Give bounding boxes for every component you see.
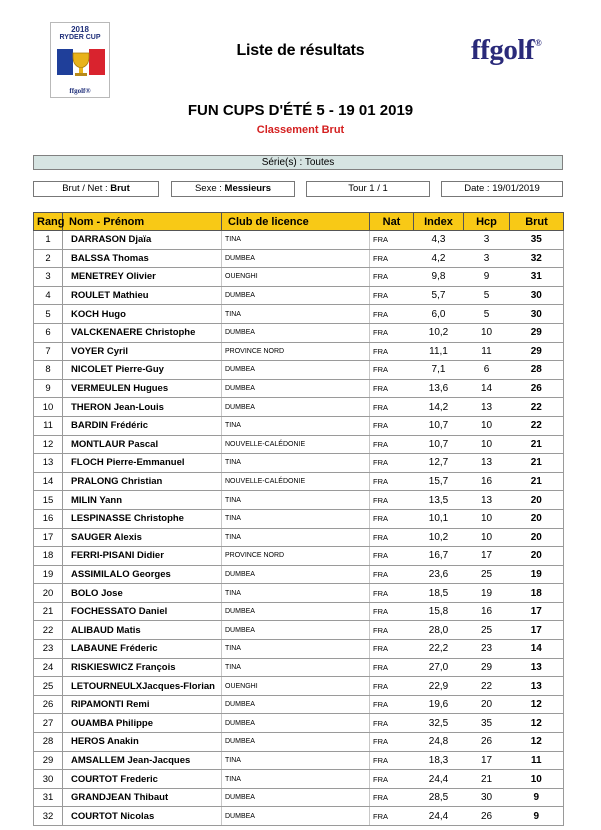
player-name-cell: MILIN Yann: [63, 491, 222, 510]
player-name-cell: VOYER Cyril: [63, 342, 222, 361]
club-cell: TINA: [222, 305, 370, 324]
rank-cell: 29: [34, 751, 63, 770]
table-row: [34, 416, 564, 435]
nationality-cell: FRA: [370, 547, 414, 566]
nationality-cell: FRA: [370, 677, 414, 696]
index-cell: 10,7: [414, 435, 464, 454]
results-table: [33, 212, 564, 826]
rank-cell: 25: [34, 677, 63, 696]
club-cell: TINA: [222, 770, 370, 789]
rank-cell: 18: [34, 547, 63, 566]
ryder-cup-logo: [50, 22, 110, 98]
index-cell: 10,1: [414, 509, 464, 528]
handicap-cell: 11: [464, 342, 510, 361]
player-name-cell: RISKIESWICZ François: [63, 658, 222, 677]
rank-cell: 16: [34, 509, 63, 528]
table-row: [34, 323, 564, 342]
club-cell: TINA: [222, 231, 370, 250]
handicap-cell: 14: [464, 379, 510, 398]
index-cell: 13,5: [414, 491, 464, 510]
handicap-cell: 10: [464, 323, 510, 342]
col-header-brut: Brut: [510, 213, 564, 231]
ffgolf-brand: ffgolf: [471, 34, 535, 66]
nationality-cell: FRA: [370, 268, 414, 287]
club-cell: DUMBEA: [222, 733, 370, 752]
brut-score-cell: 20: [510, 491, 564, 510]
player-name-cell: FERRI-PISANI Didier: [63, 547, 222, 566]
index-cell: 28,0: [414, 621, 464, 640]
table-row: [34, 733, 564, 752]
logo-year: 2018: [71, 25, 89, 34]
brut-score-cell: 29: [510, 323, 564, 342]
table-row: [34, 621, 564, 640]
brut-net-box: [33, 181, 159, 197]
brut-score-cell: 22: [510, 416, 564, 435]
brut-net-label: Brut / Net :: [62, 183, 108, 194]
nationality-cell: FRA: [370, 751, 414, 770]
club-cell: TINA: [222, 528, 370, 547]
nationality-cell: FRA: [370, 454, 414, 473]
rank-cell: 8: [34, 361, 63, 380]
rank-cell: 23: [34, 640, 63, 659]
rank-cell: 3: [34, 268, 63, 287]
nationality-cell: FRA: [370, 416, 414, 435]
nationality-cell: FRA: [370, 658, 414, 677]
handicap-cell: 30: [464, 788, 510, 807]
col-header-rang: Rang: [34, 213, 63, 231]
handicap-cell: 17: [464, 547, 510, 566]
nationality-cell: FRA: [370, 509, 414, 528]
player-name-cell: LESPINASSE Christophe: [63, 509, 222, 528]
series-bar: Série(s) : Toutes: [33, 155, 563, 170]
club-cell: OUENGHI: [222, 677, 370, 696]
index-cell: 12,7: [414, 454, 464, 473]
brut-score-cell: 12: [510, 714, 564, 733]
index-cell: 4,2: [414, 249, 464, 268]
nationality-cell: FRA: [370, 640, 414, 659]
index-cell: 24,4: [414, 770, 464, 789]
sexe-value: Messieurs: [224, 183, 272, 194]
index-cell: 10,2: [414, 528, 464, 547]
player-name-cell: VERMEULEN Hugues: [63, 379, 222, 398]
player-name-cell: PRALONG Christian: [63, 472, 222, 491]
player-name-cell: GRANDJEAN Thibaut: [63, 788, 222, 807]
brut-score-cell: 12: [510, 695, 564, 714]
club-cell: DUMBEA: [222, 398, 370, 417]
player-name-cell: RIPAMONTI Remi: [63, 695, 222, 714]
brut-score-cell: 20: [510, 509, 564, 528]
nationality-cell: FRA: [370, 602, 414, 621]
brut-net-value: Brut: [110, 183, 130, 194]
player-name-cell: THERON Jean-Louis: [63, 398, 222, 417]
index-cell: 16,7: [414, 547, 464, 566]
sexe-box: [171, 181, 295, 197]
event-title: FUN CUPS D'ÉTÉ 5 - 19 01 2019: [187, 102, 414, 119]
handicap-cell: 20: [464, 695, 510, 714]
nationality-cell: FRA: [370, 305, 414, 324]
player-name-cell: AMSALLEM Jean-Jacques: [63, 751, 222, 770]
rank-cell: 5: [34, 305, 63, 324]
brut-score-cell: 9: [510, 807, 564, 826]
handicap-cell: 10: [464, 416, 510, 435]
index-cell: 19,6: [414, 695, 464, 714]
rank-cell: 1: [34, 231, 63, 250]
index-cell: 18,5: [414, 584, 464, 603]
handicap-cell: 9: [464, 268, 510, 287]
date-box: Date : 19/01/2019: [441, 181, 563, 197]
rank-cell: 26: [34, 695, 63, 714]
brut-score-cell: 30: [510, 286, 564, 305]
rank-cell: 20: [34, 584, 63, 603]
col-header-index: Index: [414, 213, 464, 231]
index-cell: 18,3: [414, 751, 464, 770]
rank-cell: 15: [34, 491, 63, 510]
club-cell: TINA: [222, 454, 370, 473]
rank-cell: 6: [34, 323, 63, 342]
brut-score-cell: 13: [510, 658, 564, 677]
player-name-cell: MENETREY Olivier: [63, 268, 222, 287]
club-cell: DUMBEA: [222, 361, 370, 380]
nationality-cell: FRA: [370, 695, 414, 714]
club-cell: DUMBEA: [222, 565, 370, 584]
player-name-cell: SAUGER Alexis: [63, 528, 222, 547]
brut-score-cell: 10: [510, 770, 564, 789]
index-cell: 14,2: [414, 398, 464, 417]
brut-score-cell: 20: [510, 547, 564, 566]
index-cell: 6,0: [414, 305, 464, 324]
rank-cell: 22: [34, 621, 63, 640]
index-cell: 7,1: [414, 361, 464, 380]
table-header-row: [34, 213, 564, 231]
handicap-cell: 5: [464, 305, 510, 324]
handicap-cell: 17: [464, 751, 510, 770]
nationality-cell: FRA: [370, 565, 414, 584]
table-row: [34, 231, 564, 250]
table-row: [34, 547, 564, 566]
handicap-cell: 21: [464, 770, 510, 789]
brut-score-cell: 21: [510, 472, 564, 491]
event-subtitle: Classement Brut: [256, 124, 345, 136]
handicap-cell: 19: [464, 584, 510, 603]
nationality-cell: FRA: [370, 342, 414, 361]
player-name-cell: ROULET Mathieu: [63, 286, 222, 305]
nationality-cell: FRA: [370, 770, 414, 789]
handicap-cell: 10: [464, 509, 510, 528]
nationality-cell: FRA: [370, 435, 414, 454]
handicap-cell: 22: [464, 677, 510, 696]
nationality-cell: FRA: [370, 361, 414, 380]
index-cell: 10,2: [414, 323, 464, 342]
rank-cell: 9: [34, 379, 63, 398]
club-cell: DUMBEA: [222, 286, 370, 305]
club-cell: DUMBEA: [222, 714, 370, 733]
nationality-cell: FRA: [370, 491, 414, 510]
table-row: [34, 454, 564, 473]
table-row: [34, 342, 564, 361]
rank-cell: 19: [34, 565, 63, 584]
table-row: [34, 677, 564, 696]
table-row: [34, 435, 564, 454]
player-name-cell: NICOLET Pierre-Guy: [63, 361, 222, 380]
brut-score-cell: 17: [510, 621, 564, 640]
table-row: [34, 640, 564, 659]
club-cell: TINA: [222, 640, 370, 659]
index-cell: 11,1: [414, 342, 464, 361]
table-row: [34, 788, 564, 807]
rank-cell: 10: [34, 398, 63, 417]
brut-score-cell: 20: [510, 528, 564, 547]
player-name-cell: MONTLAUR Pascal: [63, 435, 222, 454]
brut-score-cell: 32: [510, 249, 564, 268]
club-cell: PROVINCE NORD: [222, 547, 370, 566]
index-cell: 22,9: [414, 677, 464, 696]
player-name-cell: BARDIN Frédéric: [63, 416, 222, 435]
logo-footer: ffgolf®: [69, 87, 91, 95]
club-cell: DUMBEA: [222, 695, 370, 714]
table-row: [34, 751, 564, 770]
handicap-cell: 16: [464, 472, 510, 491]
index-cell: 28,5: [414, 788, 464, 807]
player-name-cell: LETOURNEULXJacques-Florian: [63, 677, 222, 696]
player-name-cell: FLOCH Pierre-Emmanuel: [63, 454, 222, 473]
rank-cell: 12: [34, 435, 63, 454]
club-cell: DUMBEA: [222, 807, 370, 826]
handicap-cell: 3: [464, 249, 510, 268]
handicap-cell: 26: [464, 733, 510, 752]
brut-score-cell: 35: [510, 231, 564, 250]
table-row: [34, 305, 564, 324]
rank-cell: 13: [34, 454, 63, 473]
handicap-cell: 10: [464, 435, 510, 454]
index-cell: 24,4: [414, 807, 464, 826]
brut-score-cell: 31: [510, 268, 564, 287]
handicap-cell: 3: [464, 231, 510, 250]
club-cell: DUMBEA: [222, 379, 370, 398]
handicap-cell: 25: [464, 565, 510, 584]
club-cell: TINA: [222, 584, 370, 603]
rank-cell: 28: [34, 733, 63, 752]
rank-cell: 4: [34, 286, 63, 305]
table-row: [34, 602, 564, 621]
col-header-club: Club de licence: [222, 213, 370, 231]
handicap-cell: 29: [464, 658, 510, 677]
table-row: [34, 565, 564, 584]
club-cell: TINA: [222, 658, 370, 677]
col-header-nat: Nat: [370, 213, 414, 231]
registered-mark: ®: [535, 38, 542, 48]
player-name-cell: LABAUNE Fréderic: [63, 640, 222, 659]
handicap-cell: 25: [464, 621, 510, 640]
tour-box: Tour 1 / 1: [306, 181, 430, 197]
club-cell: DUMBEA: [222, 621, 370, 640]
brut-score-cell: 14: [510, 640, 564, 659]
rank-cell: 32: [34, 807, 63, 826]
rank-cell: 17: [34, 528, 63, 547]
rank-cell: 27: [34, 714, 63, 733]
player-name-cell: KOCH Hugo: [63, 305, 222, 324]
index-cell: 22,2: [414, 640, 464, 659]
club-cell: NOUVELLE-CALÉDONIE: [222, 472, 370, 491]
player-name-cell: BOLO Jose: [63, 584, 222, 603]
brut-score-cell: 11: [510, 751, 564, 770]
brut-score-cell: 28: [510, 361, 564, 380]
club-cell: NOUVELLE-CALÉDONIE: [222, 435, 370, 454]
nationality-cell: FRA: [370, 249, 414, 268]
nationality-cell: FRA: [370, 286, 414, 305]
ffgolf-logo: [471, 34, 541, 67]
rank-cell: 2: [34, 249, 63, 268]
rank-cell: 11: [34, 416, 63, 435]
brut-score-cell: 13: [510, 677, 564, 696]
table-row: [34, 472, 564, 491]
nationality-cell: FRA: [370, 398, 414, 417]
handicap-cell: 26: [464, 807, 510, 826]
club-cell: TINA: [222, 509, 370, 528]
index-cell: 32,5: [414, 714, 464, 733]
club-cell: PROVINCE NORD: [222, 342, 370, 361]
table-row: [34, 695, 564, 714]
club-cell: TINA: [222, 491, 370, 510]
handicap-cell: 5: [464, 286, 510, 305]
handicap-cell: 23: [464, 640, 510, 659]
table-row: [34, 379, 564, 398]
club-cell: TINA: [222, 751, 370, 770]
club-cell: DUMBEA: [222, 323, 370, 342]
nationality-cell: FRA: [370, 714, 414, 733]
player-name-cell: COURTOT Nicolas: [63, 807, 222, 826]
table-row: [34, 398, 564, 417]
table-row: [34, 268, 564, 287]
club-cell: DUMBEA: [222, 249, 370, 268]
rank-cell: 7: [34, 342, 63, 361]
brut-score-cell: 30: [510, 305, 564, 324]
rank-cell: 14: [34, 472, 63, 491]
index-cell: 15,8: [414, 602, 464, 621]
index-cell: 4,3: [414, 231, 464, 250]
handicap-cell: 16: [464, 602, 510, 621]
club-cell: DUMBEA: [222, 602, 370, 621]
handicap-cell: 6: [464, 361, 510, 380]
rank-cell: 30: [34, 770, 63, 789]
index-cell: 13,6: [414, 379, 464, 398]
nationality-cell: FRA: [370, 621, 414, 640]
brut-score-cell: 26: [510, 379, 564, 398]
table-row: [34, 807, 564, 826]
index-cell: 23,6: [414, 565, 464, 584]
table-row: [34, 509, 564, 528]
brut-score-cell: 21: [510, 435, 564, 454]
table-row: [34, 584, 564, 603]
club-cell: OUENGHI: [222, 268, 370, 287]
index-cell: 15,7: [414, 472, 464, 491]
index-cell: 5,7: [414, 286, 464, 305]
handicap-cell: 13: [464, 398, 510, 417]
document-title: Liste de résultats: [236, 42, 365, 59]
nationality-cell: FRA: [370, 788, 414, 807]
player-name-cell: VALCKENAERE Christophe: [63, 323, 222, 342]
nationality-cell: FRA: [370, 733, 414, 752]
nationality-cell: FRA: [370, 528, 414, 547]
brut-score-cell: 29: [510, 342, 564, 361]
index-cell: 27,0: [414, 658, 464, 677]
table-row: [34, 491, 564, 510]
rank-cell: 24: [34, 658, 63, 677]
brut-score-cell: 21: [510, 454, 564, 473]
nationality-cell: FRA: [370, 379, 414, 398]
sexe-label: Sexe :: [194, 183, 222, 194]
club-cell: DUMBEA: [222, 788, 370, 807]
player-name-cell: HEROS Anakin: [63, 733, 222, 752]
brut-score-cell: 17: [510, 602, 564, 621]
index-cell: 24,8: [414, 733, 464, 752]
nationality-cell: FRA: [370, 231, 414, 250]
table-row: [34, 528, 564, 547]
handicap-cell: 13: [464, 454, 510, 473]
player-name-cell: COURTOT Frederic: [63, 770, 222, 789]
rank-cell: 31: [34, 788, 63, 807]
results-body: [34, 231, 564, 826]
player-name-cell: OUAMBA Philippe: [63, 714, 222, 733]
brut-score-cell: 12: [510, 733, 564, 752]
index-cell: 9,8: [414, 268, 464, 287]
player-name-cell: BALSSA Thomas: [63, 249, 222, 268]
table-row: [34, 770, 564, 789]
rank-cell: 21: [34, 602, 63, 621]
brut-score-cell: 22: [510, 398, 564, 417]
brut-score-cell: 9: [510, 788, 564, 807]
table-row: [34, 361, 564, 380]
brut-score-cell: 18: [510, 584, 564, 603]
player-name-cell: ALIBAUD Matis: [63, 621, 222, 640]
handicap-cell: 35: [464, 714, 510, 733]
nationality-cell: FRA: [370, 807, 414, 826]
player-name-cell: DARRASON Djaïa: [63, 231, 222, 250]
col-header-name: Nom - Prénom: [63, 213, 222, 231]
handicap-cell: 13: [464, 491, 510, 510]
player-name-cell: FOCHESSATO Daniel: [63, 602, 222, 621]
table-row: [34, 658, 564, 677]
nationality-cell: FRA: [370, 584, 414, 603]
table-row: [34, 714, 564, 733]
handicap-cell: 10: [464, 528, 510, 547]
brut-score-cell: 19: [510, 565, 564, 584]
col-header-hcp: Hcp: [464, 213, 510, 231]
nationality-cell: FRA: [370, 323, 414, 342]
player-name-cell: ASSIMILALO Georges: [63, 565, 222, 584]
table-row: [34, 249, 564, 268]
club-cell: TINA: [222, 416, 370, 435]
table-row: [34, 286, 564, 305]
nationality-cell: FRA: [370, 472, 414, 491]
index-cell: 10,7: [414, 416, 464, 435]
logo-name: RYDER CUP: [59, 34, 101, 41]
